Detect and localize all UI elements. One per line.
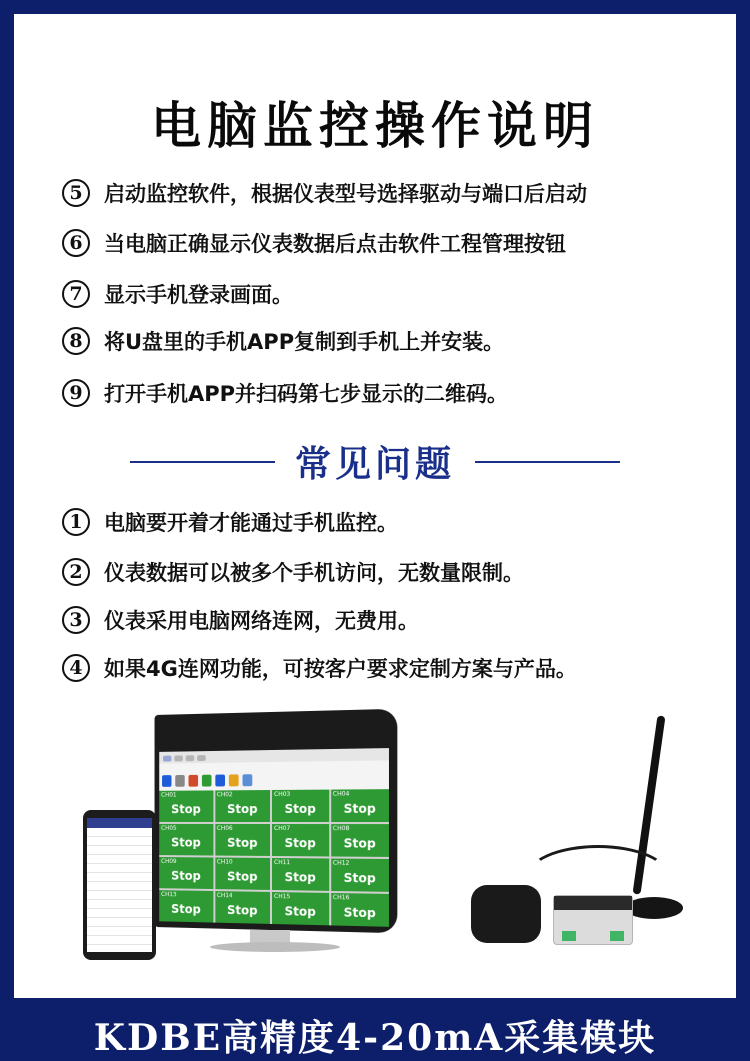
channel-label: CH13	[161, 891, 177, 899]
channel-cell	[159, 824, 213, 856]
step-5	[62, 178, 587, 208]
phone-list-row	[87, 927, 152, 936]
channel-status: Stop	[343, 801, 376, 816]
toolbar-icon	[243, 774, 253, 786]
faq-number: 1	[62, 508, 90, 536]
channel-label: CH06	[216, 824, 233, 832]
channel-cell	[331, 893, 389, 927]
faq-number: 2	[62, 558, 90, 586]
channel-label: CH05	[161, 824, 177, 832]
phone-list-row	[87, 945, 152, 952]
faq-heading-row	[0, 436, 750, 487]
channel-cell	[159, 790, 213, 822]
heading-rule-left	[130, 461, 275, 463]
phone-list-row	[87, 846, 152, 855]
channel-grid	[159, 789, 389, 927]
channel-status: Stop	[227, 802, 258, 817]
channel-status: Stop	[284, 870, 316, 885]
phone-illustration	[83, 810, 156, 960]
channel-label: CH01	[161, 791, 177, 799]
channel-label: CH02	[216, 791, 233, 799]
app-toolbar	[162, 774, 252, 787]
phone-list-row	[87, 855, 152, 864]
monitor-base	[210, 942, 340, 952]
channel-status: Stop	[284, 836, 316, 851]
phone-list-row	[87, 900, 152, 909]
channel-label: CH14	[216, 892, 233, 900]
faq-text: 仪表数据可以被多个手机访问，无数量限制。	[104, 561, 524, 585]
faq-number: 3	[62, 606, 90, 634]
faq-text: 电脑要开着才能通过手机监控。	[104, 511, 398, 535]
channel-cell	[159, 890, 213, 922]
phone-list-row	[87, 909, 152, 918]
heading-rule-right	[475, 461, 620, 463]
channel-label: CH03	[273, 790, 291, 798]
channel-cell	[215, 891, 270, 924]
channel-status: Stop	[171, 868, 201, 883]
faq-heading: 常见问题	[294, 444, 455, 485]
toolbar-icon	[162, 775, 171, 787]
channel-cell	[272, 824, 329, 856]
page-title: 电脑监控操作说明	[151, 97, 599, 155]
channel-label: CH07	[273, 825, 291, 833]
phone-list-row	[87, 873, 152, 882]
channel-status: Stop	[284, 801, 316, 816]
toolbar-icon	[215, 775, 225, 787]
toolbar-icon	[202, 775, 212, 787]
step-8	[62, 326, 504, 356]
terminal-block	[562, 931, 576, 941]
channel-cell	[331, 859, 389, 892]
step-text: 打开手机APP并扫码第七步显示的二维码。	[104, 382, 509, 406]
phone-list-row	[87, 882, 152, 891]
faq-item-2	[62, 557, 524, 587]
channel-cell	[331, 824, 389, 857]
phone-list-row	[87, 837, 152, 846]
step-6	[62, 228, 566, 258]
channel-cell	[331, 789, 389, 822]
channel-label: CH15	[273, 893, 291, 901]
channel-status: Stop	[227, 835, 258, 850]
channel-status: Stop	[284, 904, 316, 919]
step-text: 启动监控软件，根据仪表型号选择驱动与端口后启动	[104, 182, 587, 206]
step-text: 将U盘里的手机APP复制到手机上并安装。	[104, 330, 505, 354]
footer-product-name: KDBE高精度4-20mA采集模块	[93, 1017, 657, 1059]
faq-item-1	[62, 507, 398, 537]
channel-status: Stop	[343, 836, 376, 851]
channel-status: Stop	[171, 902, 201, 917]
toolbar-icon	[189, 775, 199, 787]
step-text: 当电脑正确显示仪表数据后点击软件工程管理按钮	[104, 232, 566, 256]
channel-cell	[215, 790, 270, 822]
channel-status: Stop	[227, 869, 258, 884]
phone-list-row	[87, 828, 152, 837]
step-number: 7	[62, 280, 90, 308]
channel-status: Stop	[171, 835, 201, 850]
step-number: 8	[62, 327, 90, 355]
channel-cell	[272, 790, 329, 822]
power-adapter	[471, 885, 541, 943]
channel-label: CH16	[332, 894, 350, 902]
channel-label: CH12	[332, 859, 350, 867]
monitor-illustration	[150, 712, 395, 962]
channel-cell	[215, 858, 270, 890]
faq-number: 4	[62, 654, 90, 682]
channel-status: Stop	[343, 870, 376, 886]
step-number: 6	[62, 229, 90, 257]
phone-list-row	[87, 891, 152, 900]
channel-label: CH11	[273, 859, 291, 867]
step-text: 显示手机登录画面。	[104, 283, 293, 307]
step-number: 5	[62, 179, 90, 207]
module-label-strip	[554, 896, 632, 910]
faq-item-4	[62, 653, 577, 683]
step-number: 9	[62, 379, 90, 407]
channel-label: CH09	[161, 858, 177, 865]
channel-status: Stop	[227, 903, 258, 918]
phone-list-row	[87, 918, 152, 927]
channel-label: CH10	[216, 858, 233, 866]
faq-item-3	[62, 605, 419, 635]
faq-text: 如果4G连网功能，可按客户要求定制方案与产品。	[104, 657, 577, 681]
phone-list-row	[87, 864, 152, 873]
faq-text: 仪表采用电脑网络连网，无费用。	[104, 609, 419, 633]
toolbar-icon	[175, 775, 184, 787]
acquisition-module	[553, 895, 633, 945]
app-menu-bar	[163, 755, 206, 762]
channel-status: Stop	[171, 802, 201, 817]
toolbar-icon	[229, 774, 239, 786]
channel-label: CH04	[332, 790, 350, 798]
phone-list-row	[87, 936, 152, 945]
step-7	[62, 279, 293, 309]
phone-screen	[87, 818, 152, 952]
channel-cell	[272, 892, 329, 925]
channel-label: CH08	[332, 825, 350, 833]
monitor-screen	[155, 709, 398, 933]
channel-status: Stop	[343, 905, 376, 921]
channel-cell	[215, 824, 270, 856]
step-9	[62, 378, 508, 408]
channel-cell	[159, 857, 213, 889]
terminal-block	[610, 931, 624, 941]
phone-app-header	[87, 818, 152, 828]
device-illustration	[465, 705, 705, 965]
channel-cell	[272, 858, 329, 891]
